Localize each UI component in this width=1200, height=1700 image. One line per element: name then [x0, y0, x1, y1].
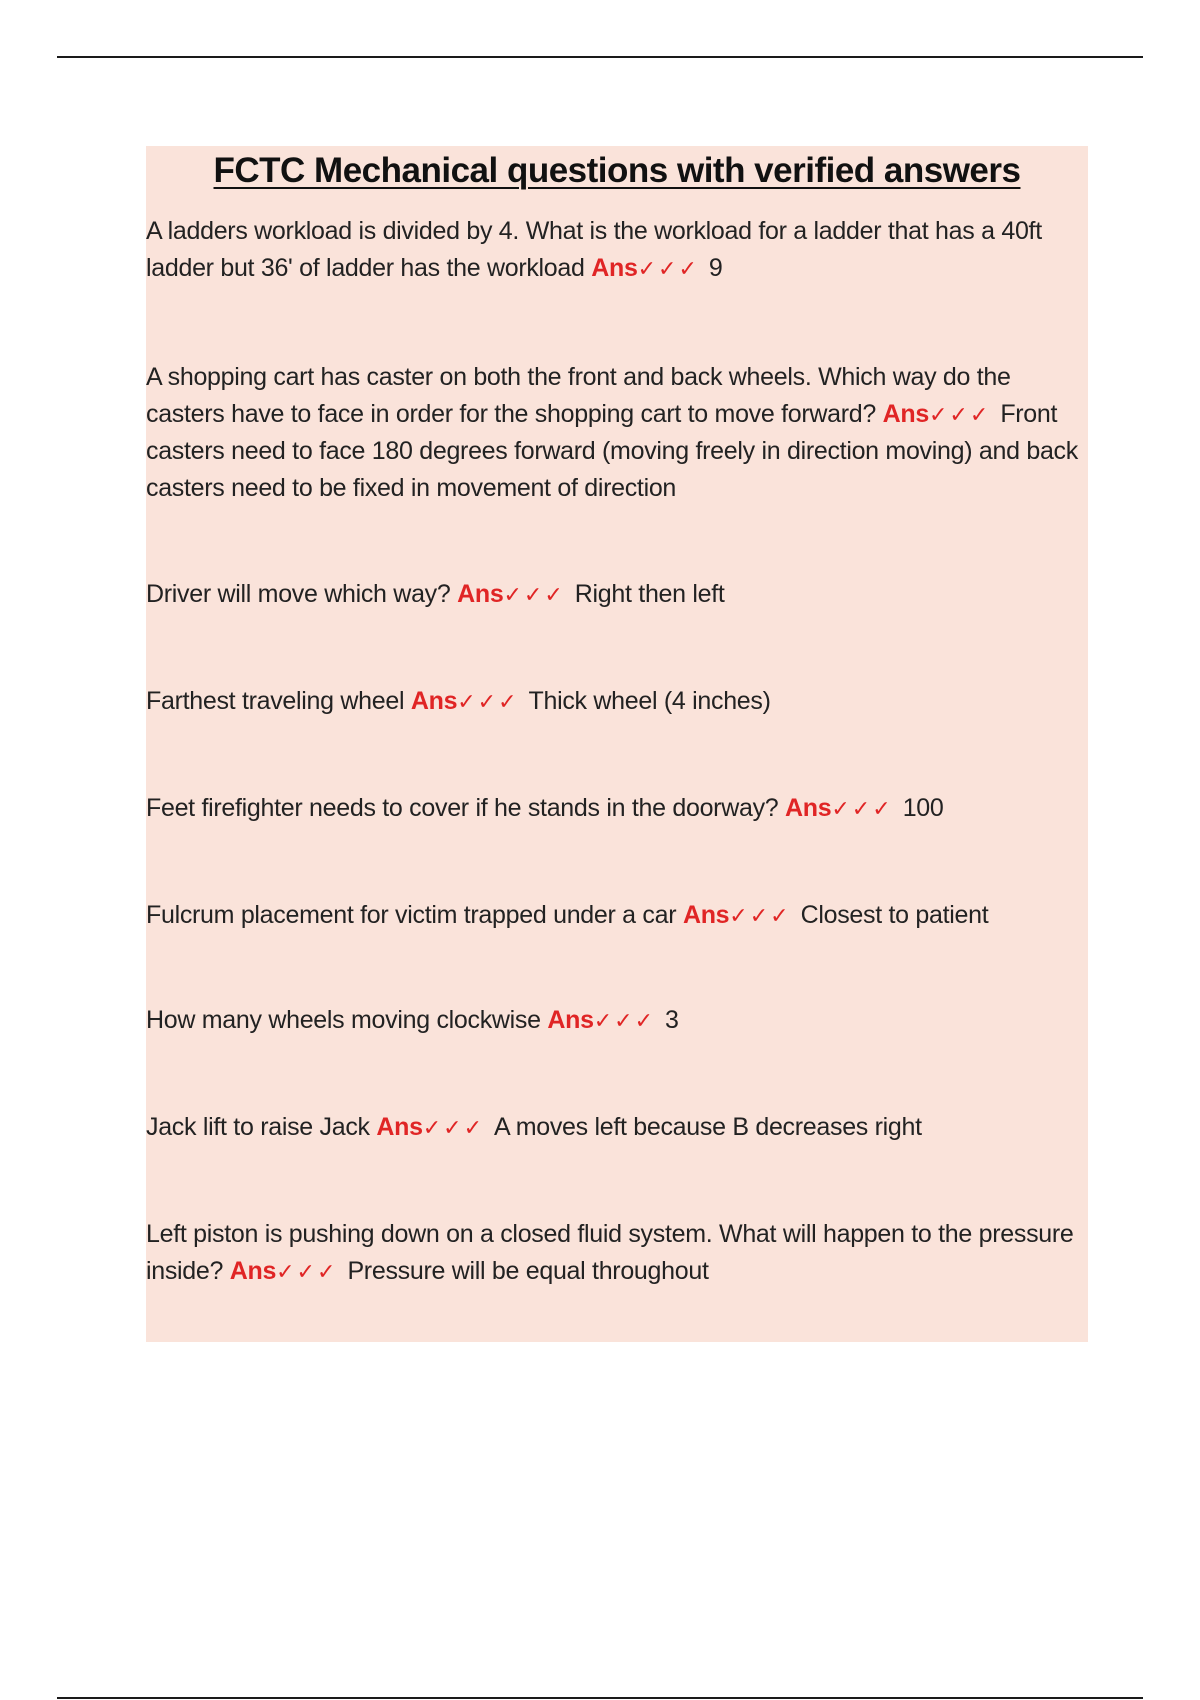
- answer-marker: Ans: [882, 400, 929, 428]
- check-icon: ✓✓✓: [593, 1008, 656, 1033]
- answer-text: Thick wheel (4 inches): [528, 687, 771, 715]
- answer-text: 100: [902, 794, 944, 822]
- check-icon: ✓✓✓: [729, 903, 791, 928]
- qa-item: [146, 213, 1081, 287]
- answer-marker: Ans: [457, 580, 504, 608]
- check-icon: ✓✓✓: [503, 582, 565, 607]
- question-text: A ladders workload is divided by 4. What is the workload for a ladder that has a 40ft ladder but 36' of ladder has the workload: [146, 217, 1042, 282]
- question-text: Farthest traveling wheel: [146, 687, 405, 715]
- answer-marker: Ans: [410, 687, 458, 715]
- answer-text: Right then left: [574, 580, 725, 608]
- content-panel: [146, 146, 1088, 1342]
- qa-item: [146, 1002, 1081, 1039]
- answer-marker: Ans: [547, 1006, 594, 1034]
- check-icon: ✓✓✓: [457, 689, 519, 714]
- answer-marker: Ans: [682, 901, 730, 929]
- answer-marker: Ans: [591, 254, 638, 282]
- qa-item: [146, 1216, 1081, 1290]
- answer-marker: Ans: [376, 1113, 423, 1141]
- check-icon: ✓✓✓: [929, 402, 991, 427]
- question-text: Left piston is pushing down on a closed fluid system. What will happen to the pressure inside?: [146, 1220, 1074, 1285]
- check-icon: ✓✓✓: [422, 1115, 485, 1140]
- check-icon: ✓✓✓: [637, 256, 699, 281]
- answer-text: Front casters need to face 180 degrees forward (moving freely in direction moving) and back casters need to be fixed in movement of direction: [146, 400, 1078, 502]
- question-text: Fulcrum placement for victim trapped under a car: [146, 901, 677, 929]
- qa-item: [146, 897, 1081, 934]
- answer-text: 3: [665, 1006, 679, 1034]
- qa-item: [146, 1109, 1081, 1146]
- question-text: A shopping cart has caster on both the front and back wheels. Which way do the casters have to face in order for the shopping cart to move forward?: [146, 363, 1011, 428]
- check-icon: ✓✓✓: [276, 1259, 338, 1284]
- footer-rule: [57, 1697, 1143, 1699]
- header-rule: [57, 56, 1143, 58]
- answer-marker: Ans: [785, 794, 832, 822]
- answer-text: Closest to patient: [800, 901, 989, 929]
- question-text: Driver will move which way?: [146, 580, 451, 608]
- qa-item: [146, 790, 1081, 827]
- answer-text: A moves left because B decreases right: [494, 1113, 922, 1141]
- qa-item: [146, 576, 1081, 613]
- qa-item: [146, 683, 1081, 720]
- answer-text: 9: [708, 254, 723, 282]
- document-title: FCTC Mechanical questions with verified answers: [213, 151, 1021, 190]
- question-text: Feet firefighter needs to cover if he stands in the doorway?: [146, 794, 779, 822]
- answer-text: Pressure will be equal throughout: [347, 1257, 709, 1285]
- answer-marker: Ans: [229, 1257, 277, 1285]
- qa-item: [146, 359, 1081, 507]
- check-icon: ✓✓✓: [831, 796, 893, 821]
- question-text: How many wheels moving clockwise: [146, 1006, 541, 1034]
- question-text: Jack lift to raise Jack: [146, 1113, 370, 1141]
